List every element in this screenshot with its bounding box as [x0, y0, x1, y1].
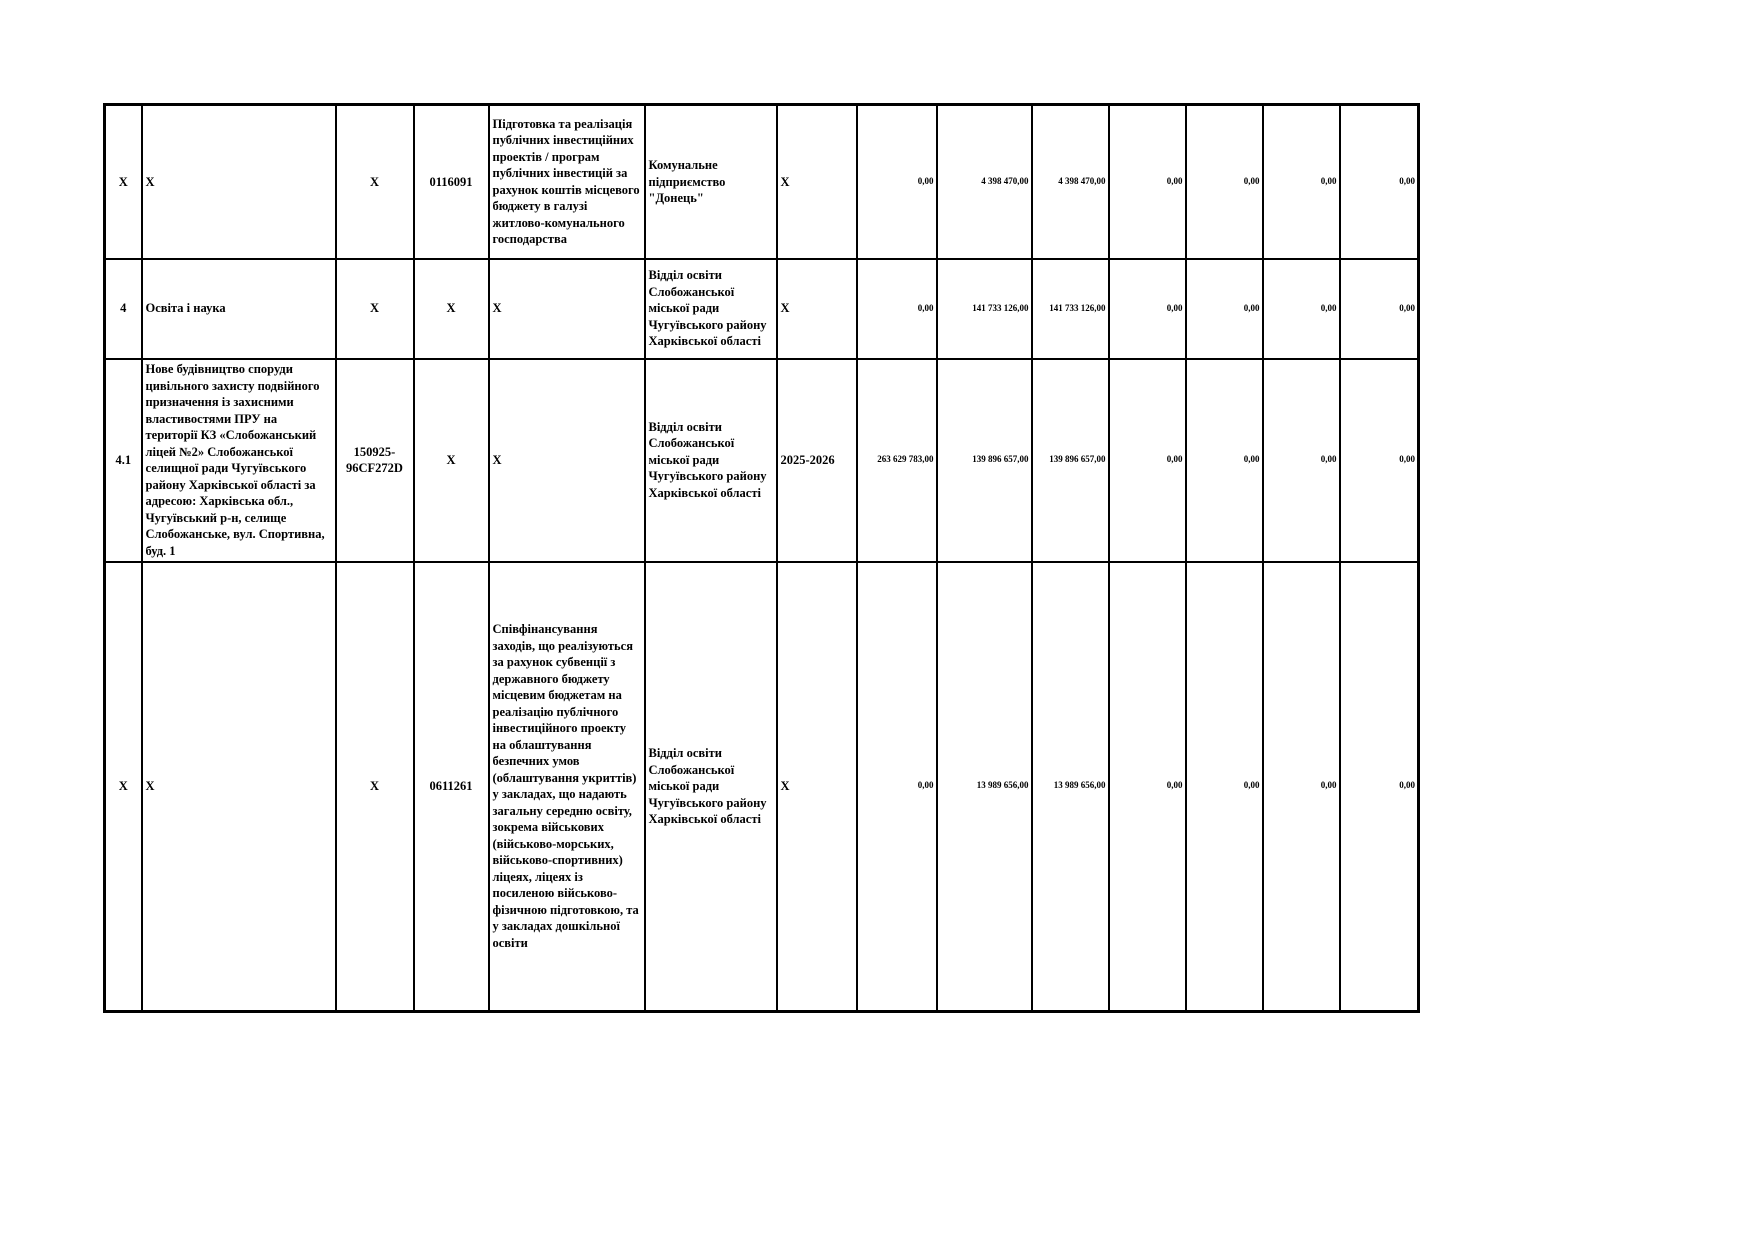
money-cell: 0,00	[1263, 562, 1340, 1012]
investment-projects-table	[103, 103, 1420, 1013]
responsible-cell: Відділ освіти Слобожанської міської ради Чугуївського району Харківської області	[645, 562, 777, 1012]
responsible-cell: Відділ освіти Слобожанської міської ради Чугуївського району Харківської області	[645, 359, 777, 562]
program-code-cell: 0116091	[414, 105, 489, 259]
money-cell: 0,00	[1109, 562, 1186, 1012]
name-cell: Освіта і наука	[142, 259, 336, 359]
money-cell: 0,00	[1186, 105, 1263, 259]
object-id-cell: X	[336, 562, 414, 1012]
money-cell: 141 733 126,00	[937, 259, 1032, 359]
table-row	[105, 259, 1419, 359]
money-cell: 0,00	[1340, 105, 1419, 259]
money-cell: 0,00	[1340, 562, 1419, 1012]
description-cell: X	[489, 259, 645, 359]
money-cell: 0,00	[1186, 259, 1263, 359]
description-cell: Підготовка та реалізація публічних інвестиційних проектів / програм публічних інвестицій за рахунок коштів місцевого бюджету в галузі житлово-комунального господарства	[489, 105, 645, 259]
money-cell: 0,00	[1109, 259, 1186, 359]
money-cell: 13 989 656,00	[937, 562, 1032, 1012]
money-cell: 139 896 657,00	[937, 359, 1032, 562]
name-cell: X	[142, 105, 336, 259]
description-cell: X	[489, 359, 645, 562]
program-code-cell: X	[414, 359, 489, 562]
money-cell: 4 398 470,00	[1032, 105, 1109, 259]
money-cell: 0,00	[1186, 359, 1263, 562]
table-row	[105, 359, 1419, 562]
money-cell: 0,00	[857, 105, 937, 259]
object-id-cell: X	[336, 105, 414, 259]
years-cell: X	[777, 105, 857, 259]
money-cell: 13 989 656,00	[1032, 562, 1109, 1012]
responsible-cell: Відділ освіти Слобожанської міської ради Чугуївського району Харківської області	[645, 259, 777, 359]
row-number-cell: 4	[105, 259, 142, 359]
description-cell: Співфінансування заходів, що реалізуються за рахунок субвенції з державного бюджету місцевим бюджетам на реалізацію публічного інвестиційного проекту на облаштування безпечних умов (облаштування укриттів) у закладах, що надають загальну середню освіту, зокрема військових (військово-морських, військово-спортивних) ліцеях, ліцеях із посиленою військово-фізичною підготовкою, та у закладах дошкільної освіти	[489, 562, 645, 1012]
row-number-cell: X	[105, 562, 142, 1012]
money-cell: 0,00	[1340, 259, 1419, 359]
money-cell: 0,00	[1109, 105, 1186, 259]
money-cell: 0,00	[1263, 359, 1340, 562]
years-cell: 2025-2026	[777, 359, 857, 562]
money-cell: 263 629 783,00	[857, 359, 937, 562]
years-cell: X	[777, 259, 857, 359]
money-cell: 141 733 126,00	[1032, 259, 1109, 359]
row-number-cell: 4.1	[105, 359, 142, 562]
responsible-cell: Комунальне підприємство "Донець"	[645, 105, 777, 259]
money-cell: 0,00	[857, 259, 937, 359]
money-cell: 139 896 657,00	[1032, 359, 1109, 562]
money-cell: 0,00	[1263, 105, 1340, 259]
money-cell: 0,00	[1109, 359, 1186, 562]
money-cell: 0,00	[857, 562, 937, 1012]
object-id-cell: 150925-96CF272D	[336, 359, 414, 562]
money-cell: 0,00	[1340, 359, 1419, 562]
table-row	[105, 105, 1419, 259]
money-cell: 0,00	[1186, 562, 1263, 1012]
program-code-cell: X	[414, 259, 489, 359]
object-id-cell: X	[336, 259, 414, 359]
money-cell: 0,00	[1263, 259, 1340, 359]
name-cell: Нове будівництво споруди цивільного захисту подвійного призначення із захисними властивостями ПРУ на території КЗ «Слобожанський ліцей №2» Слобожанської селищної ради Чугуївського району Харківської області за адресою: Харківська обл., Чугуївський р-н, селище Слобожанське, вул. Спортивна, буд. 1	[142, 359, 336, 562]
name-cell: X	[142, 562, 336, 1012]
money-cell: 4 398 470,00	[937, 105, 1032, 259]
years-cell: X	[777, 562, 857, 1012]
row-number-cell: X	[105, 105, 142, 259]
table-row	[105, 562, 1419, 1012]
program-code-cell: 0611261	[414, 562, 489, 1012]
